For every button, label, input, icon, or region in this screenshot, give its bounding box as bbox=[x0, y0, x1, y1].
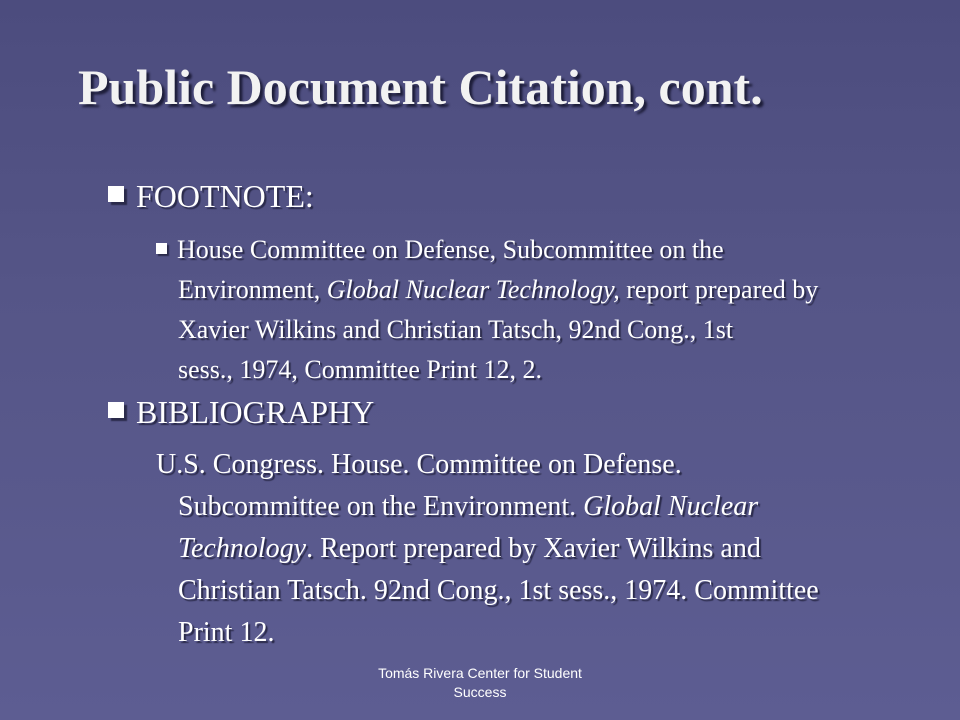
footnote-line-4: sess., 1974, Committee Print 12, 2. bbox=[178, 355, 542, 384]
slide-title: Public Document Citation, cont. bbox=[78, 59, 763, 115]
bibliography-line-4: Christian Tatsch. 92nd Cong., 1st sess., 1974. Committee bbox=[178, 575, 819, 606]
bibliography-line-3: Technology. Report prepared by Xavier Wilkins and bbox=[178, 533, 761, 564]
footnote-line-1: House Committee on Defense, Subcommittee on the bbox=[156, 230, 916, 270]
bibliography-title-italic: Global Nuclear bbox=[583, 491, 759, 522]
footnote-line-3: Xavier Wilkins and Christian Tatsch, 92nd Cong., 1st bbox=[178, 315, 734, 344]
bibliography-title-italic-cont: Technology bbox=[178, 533, 307, 564]
bibliography-heading: BIBLIOGRAPHY bbox=[136, 394, 375, 430]
square-bullet-icon bbox=[108, 186, 124, 202]
footnote-title-italic: Global Nuclear Technology, bbox=[326, 275, 620, 304]
bibliography-line-5: Print 12. bbox=[178, 617, 275, 648]
slide-footer bbox=[330, 664, 630, 702]
footer-line-2: Success bbox=[453, 684, 507, 700]
bibliography-bullet bbox=[108, 394, 374, 431]
bibliography-line-1: U.S. Congress. House. Committee on Defense. bbox=[156, 449, 682, 480]
footnote-heading: FOOTNOTE: bbox=[136, 178, 314, 214]
footnote-citation bbox=[156, 230, 916, 390]
bibliography-line-2: Subcommittee on the Environment. Global Nuclear bbox=[178, 491, 759, 522]
square-bullet-icon bbox=[156, 243, 167, 254]
footer-line-1: Tomás Rivera Center for Student bbox=[378, 665, 582, 681]
bibliography-citation bbox=[156, 444, 936, 654]
footnote-bullet bbox=[108, 178, 314, 215]
footnote-line-2: Environment, Global Nuclear Technology, report prepared by bbox=[178, 275, 819, 304]
square-bullet-icon bbox=[108, 402, 124, 418]
